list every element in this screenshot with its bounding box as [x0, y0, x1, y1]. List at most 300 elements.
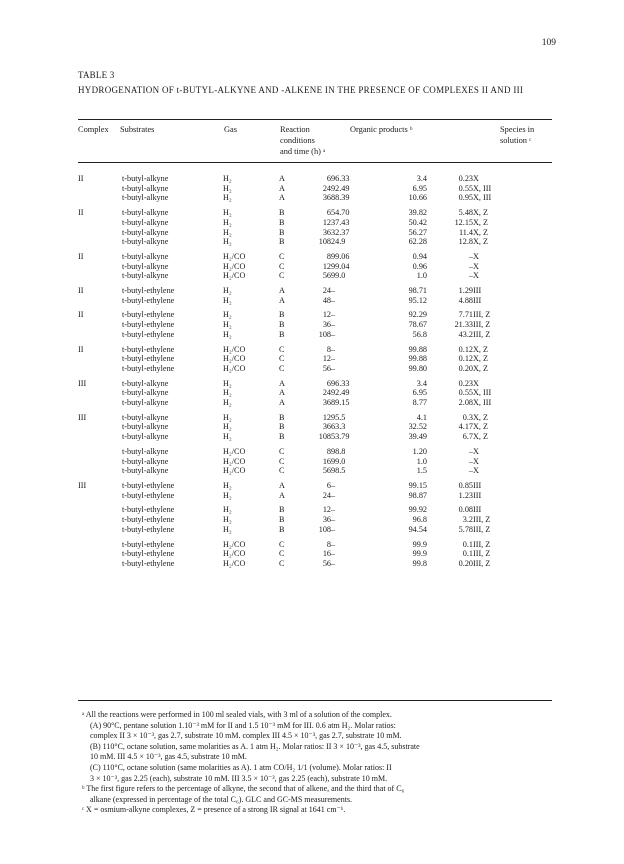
gas-cell: H₂/CO [223, 251, 246, 261]
alkane-pct-cell: 12.15 [454, 217, 473, 227]
time-cell: 108 [318, 237, 331, 247]
gas-cell: H₂ [223, 412, 232, 422]
species-cell: X [473, 456, 479, 466]
table-row [78, 364, 552, 374]
complex-cell: II [78, 310, 84, 320]
alkane-pct-cell: 0.08 [458, 505, 473, 515]
condition-cell: C [279, 446, 285, 456]
time-cell: 36 [322, 193, 331, 203]
alkyne-pct-cell: – [331, 480, 336, 490]
species-cell: X, Z [473, 412, 489, 422]
alkene-pct-cell: 95.12 [408, 295, 427, 305]
time-cell: 12 [322, 505, 331, 515]
alkyne-pct-cell: 37.43 [331, 217, 350, 227]
gas-cell: H₂ [223, 193, 232, 203]
condition-cell: C [279, 466, 285, 476]
table-row [78, 422, 552, 432]
header-complex: Complex [78, 125, 109, 134]
time-cell: 6 [326, 378, 331, 388]
table-caption: TABLE 3 [78, 70, 115, 80]
gas-cell: H₂ [223, 320, 232, 330]
complex-cell: II [78, 344, 84, 354]
species-cell: X, Z [473, 227, 489, 237]
time-cell: 6 [326, 174, 331, 183]
condition-cell: A [279, 388, 285, 398]
alkane-pct-cell: – [468, 466, 473, 476]
alkane-pct-cell: 3.2 [462, 515, 473, 525]
time-cell: 56 [322, 558, 331, 568]
substrate-cell: t-butyl-ethylene [122, 515, 175, 525]
alkene-pct-cell: 56.27 [408, 227, 427, 237]
substrate-cell: t-butyl-alkyne [122, 174, 169, 183]
condition-cell: B [279, 310, 285, 320]
species-cell: III, Z [473, 310, 491, 320]
alkyne-pct-cell: – [331, 286, 336, 296]
alkene-pct-cell: 1.0 [416, 271, 427, 281]
substrate-cell: t-butyl-ethylene [122, 480, 175, 490]
alkyne-pct-cell: 96.33 [331, 378, 350, 388]
header-reaction-1: Reaction [280, 125, 310, 134]
substrate-cell: t-butyl-alkyne [122, 261, 169, 271]
footnote-b-1: ᵇ The first figure refers to the percentage of alkyne, the second that of alkene, and the third that of C₆ [82, 784, 405, 794]
bottom-rule [78, 700, 552, 701]
time-cell: 12 [322, 310, 331, 320]
complex-cell [78, 364, 122, 374]
table-row [78, 432, 552, 442]
table-row [78, 271, 552, 281]
time-cell: 56 [322, 466, 331, 476]
table-row [78, 354, 552, 364]
species-cell: III, Z [473, 549, 491, 559]
alkyne-pct-cell: – [331, 320, 336, 330]
table-row [78, 262, 552, 272]
table-row [78, 286, 552, 296]
footnote-a-condition-a-2: complex II 3 × 10⁻³, gas 2.7, substrate 10 mM. complex III 4.5 × 10⁻³, gas 2.7, substrate 10 mM. [90, 731, 402, 741]
alkane-pct-cell: 11.4 [458, 227, 473, 237]
gas-cell: H₂/CO [223, 539, 246, 549]
alkyne-pct-cell: 92.49 [331, 183, 350, 193]
alkane-pct-cell: 12.8 [458, 237, 473, 247]
gas-cell: H₂ [223, 329, 232, 339]
species-cell: III [473, 505, 482, 515]
condition-cell: B [279, 505, 285, 515]
complex-cell [78, 549, 122, 559]
alkyne-pct-cell: 99.04 [331, 261, 350, 271]
substrate-cell: t-butyl-alkyne [122, 432, 169, 442]
footnote-a-condition-a-1: (A) 90°C, pentane solution 1.10⁻³ mM for II and 1.5 10⁻³ mM for III. 0.6 atm H₂. Molar ratios: [90, 720, 396, 730]
complex-cell [78, 228, 122, 238]
alkane-pct-cell: 0.1 [462, 549, 473, 559]
table-row [78, 525, 552, 535]
time-cell: 36 [322, 227, 331, 237]
alkane-pct-cell: 0.23 [458, 378, 473, 388]
substrate-cell: t-butyl-ethylene [122, 310, 175, 320]
gas-cell: H₂ [223, 505, 232, 515]
gas-cell: H₂ [223, 398, 232, 408]
gas-cell: H₂ [223, 295, 232, 305]
alkene-pct-cell: 99.92 [408, 505, 427, 515]
complex-cell [78, 330, 122, 340]
substrate-cell: t-butyl-ethylene [122, 490, 175, 500]
species-cell: X, III [473, 398, 492, 408]
species-cell: III [473, 286, 482, 296]
alkene-pct-cell: 94.54 [408, 524, 427, 534]
substrate-cell: t-butyl-ethylene [122, 295, 175, 305]
table-row [78, 193, 552, 203]
substrate-cell: t-butyl-ethylene [122, 505, 175, 515]
alkane-pct-cell: 0.95 [458, 193, 473, 203]
complex-cell [78, 505, 122, 515]
table-row [78, 466, 552, 476]
gas-cell: H₂/CO [223, 456, 246, 466]
gas-cell: H₂/CO [223, 363, 246, 373]
complex-cell [78, 320, 122, 330]
table-row [78, 515, 552, 525]
complex-cell [78, 457, 122, 467]
complex-cell [78, 491, 122, 501]
alkyne-pct-cell: 24.9 [331, 237, 346, 247]
gas-cell: H₂ [223, 524, 232, 534]
condition-cell: B [279, 208, 285, 218]
alkene-pct-cell: 99.9 [412, 549, 427, 559]
complex-cell [78, 559, 122, 569]
alkene-pct-cell: 99.88 [408, 344, 427, 354]
species-cell: III, Z [473, 329, 491, 339]
alkene-pct-cell: 96.8 [412, 515, 427, 525]
table-row [78, 447, 552, 457]
time-cell: 16 [322, 456, 331, 466]
time-cell: 12 [322, 354, 331, 364]
condition-cell: C [279, 456, 285, 466]
alkene-pct-cell: 6.95 [412, 183, 427, 193]
table-row [78, 540, 552, 550]
alkene-pct-cell: 10.66 [408, 193, 427, 203]
time-cell: 12 [322, 412, 331, 422]
alkane-pct-cell: 0.55 [458, 183, 473, 193]
substrate-cell: t-butyl-ethylene [122, 549, 175, 559]
alkyne-pct-cell: 54.70 [331, 208, 350, 218]
alkene-pct-cell: 99.9 [412, 539, 427, 549]
complex-cell [78, 354, 122, 364]
alkane-pct-cell: 4.17 [458, 422, 473, 432]
table-row [78, 388, 552, 398]
time-cell: 36 [322, 422, 331, 432]
alkene-pct-cell: 56.8 [412, 329, 427, 339]
complex-cell: II [78, 251, 84, 261]
complex-cell: II [78, 286, 84, 296]
complex-cell: II [78, 208, 84, 218]
alkene-pct-cell: 98.71 [408, 286, 427, 296]
alkene-pct-cell: 99.80 [408, 363, 427, 373]
species-cell: III [473, 295, 482, 305]
condition-cell: C [279, 261, 285, 271]
alkane-pct-cell: 0.23 [458, 174, 473, 183]
substrate-cell: t-butyl-ethylene [122, 524, 175, 534]
species-cell: III, Z [473, 524, 491, 534]
complex-cell [78, 525, 122, 535]
alkyne-pct-cell: 99.0 [331, 456, 346, 466]
substrate-cell: t-butyl-ethylene [122, 354, 175, 364]
alkene-pct-cell: 32.52 [408, 422, 427, 432]
complex-cell [78, 398, 122, 408]
gas-cell: H₂ [223, 378, 232, 388]
alkane-pct-cell: 0.20 [458, 363, 473, 373]
time-cell: 36 [322, 320, 331, 330]
time-cell: 12 [322, 261, 331, 271]
table-row [78, 457, 552, 467]
time-cell: 24 [322, 388, 331, 398]
footnote-a-condition-c-1: (C) 110°C, octane solution (same molarities as A). 1 atm CO/H₂ 1/1 (volume). Molar ratios: II [90, 762, 392, 772]
time-cell: 12 [322, 217, 331, 227]
condition-cell: B [279, 412, 285, 422]
species-cell: X, Z [473, 432, 489, 442]
condition-cell: A [279, 193, 285, 203]
alkyne-pct-cell: – [331, 295, 336, 305]
alkane-pct-cell: 5.48 [458, 208, 473, 218]
alkene-pct-cell: 1.5 [416, 466, 427, 476]
condition-cell: C [279, 558, 285, 568]
alkene-pct-cell: 0.96 [412, 261, 427, 271]
complex-cell [78, 218, 122, 228]
time-cell: 24 [322, 490, 331, 500]
alkyne-pct-cell: 96.33 [331, 174, 350, 183]
substrate-cell: t-butyl-alkyne [122, 183, 169, 193]
condition-cell: B [279, 422, 285, 432]
substrate-cell: t-butyl-alkyne [122, 446, 169, 456]
condition-cell: C [279, 344, 285, 354]
condition-cell: C [279, 363, 285, 373]
species-cell: III [473, 490, 482, 500]
condition-cell: C [279, 271, 285, 281]
substrate-cell: t-butyl-alkyne [122, 398, 169, 408]
footnote-a-condition-b-2: 10 mM. III 4.5 × 10⁻³, gas 4.5, substrate 10 mM. [90, 752, 247, 762]
footnote-a-condition-b-1: (B) 110°C, octane solution, same molarities as A. 1 atm H₂. Molar ratios: II 3 × 10⁻³, gas 4.5, substrate [90, 741, 420, 751]
alkyne-pct-cell: – [331, 505, 336, 515]
time-cell: 16 [322, 549, 331, 559]
alkane-pct-cell: – [468, 271, 473, 281]
substrate-cell: t-butyl-ethylene [122, 363, 175, 373]
condition-cell: A [279, 295, 285, 305]
condition-cell: C [279, 539, 285, 549]
alkyne-pct-cell: – [331, 329, 336, 339]
time-cell: 24 [322, 286, 331, 296]
time-cell: 36 [322, 515, 331, 525]
time-cell: 108 [318, 329, 331, 339]
gas-cell: H₂/CO [223, 354, 246, 364]
gas-cell: H₂ [223, 422, 232, 432]
alkane-pct-cell: 6.7 [462, 432, 473, 442]
condition-cell: A [279, 378, 285, 388]
gas-cell: H₂ [223, 227, 232, 237]
footnote-b-2: alkane (expressed in percentage of the total C₆). GLC and GC-MS measurements. [90, 794, 353, 804]
alkene-pct-cell: 1.0 [416, 456, 427, 466]
alkene-pct-cell: 92.29 [408, 310, 427, 320]
substrate-cell: t-butyl-alkyne [122, 378, 169, 388]
table-row [78, 491, 552, 501]
alkyne-pct-cell: 98.5 [331, 466, 346, 476]
condition-cell: B [279, 237, 285, 247]
alkene-pct-cell: 99.8 [412, 558, 427, 568]
alkane-pct-cell: 21.33 [454, 320, 473, 330]
table-row [78, 252, 552, 262]
table-row [78, 228, 552, 238]
species-cell: X [473, 251, 479, 261]
alkane-pct-cell: 0.1 [462, 539, 473, 549]
table-row [78, 208, 552, 218]
table-row [78, 310, 552, 320]
alkene-pct-cell: 3.4 [416, 378, 427, 388]
alkyne-pct-cell: – [331, 558, 336, 568]
complex-cell [78, 447, 122, 457]
alkyne-pct-cell: 99.0 [331, 271, 346, 281]
substrate-cell: t-butyl-alkyne [122, 217, 169, 227]
alkyne-pct-cell: – [331, 363, 336, 373]
complex-cell [78, 540, 122, 550]
condition-cell: C [279, 251, 285, 261]
condition-cell: B [279, 515, 285, 525]
species-cell: X, Z [473, 217, 489, 227]
table-row [78, 559, 552, 569]
gas-cell: H₂ [223, 183, 232, 193]
substrate-cell: t-butyl-ethylene [122, 320, 175, 330]
condition-cell: B [279, 217, 285, 227]
gas-cell: H₂/CO [223, 549, 246, 559]
alkyne-pct-cell: – [331, 310, 336, 320]
condition-cell: A [279, 286, 285, 296]
alkene-pct-cell: 6.95 [412, 388, 427, 398]
species-cell: X, III [473, 183, 492, 193]
gas-cell: H₂ [223, 237, 232, 247]
alkene-pct-cell: 99.15 [408, 480, 427, 490]
alkane-pct-cell: – [468, 261, 473, 271]
table-row [78, 481, 552, 491]
gas-cell: H₂ [223, 490, 232, 500]
table-row [78, 330, 552, 340]
alkyne-pct-cell: 98.8 [331, 446, 346, 456]
table-row [78, 413, 552, 423]
condition-cell: B [279, 432, 285, 442]
complex-cell [78, 388, 122, 398]
alkane-pct-cell: – [468, 446, 473, 456]
page-number: 109 [541, 38, 556, 48]
substrate-cell: t-butyl-alkyne [122, 422, 169, 432]
gas-cell: H₂ [223, 310, 232, 320]
condition-cell: C [279, 354, 285, 364]
substrate-cell: t-butyl-alkyne [122, 456, 169, 466]
table-row [78, 549, 552, 559]
time-cell: 108 [318, 432, 331, 442]
alkane-pct-cell: 4.88 [458, 295, 473, 305]
species-cell: III, Z [473, 320, 491, 330]
complex-cell [78, 237, 122, 247]
species-cell: X, Z [473, 344, 489, 354]
footnote-a: ᵃ All the reactions were performed in 100 ml sealed vials, with 3 ml of a solution of the complex. [82, 710, 392, 719]
alkene-pct-cell: 50.42 [408, 217, 427, 227]
header-substrates: Substrates [120, 125, 155, 134]
complex-cell [78, 432, 122, 442]
alkene-pct-cell: 8.77 [412, 398, 427, 408]
condition-cell: C [279, 549, 285, 559]
substrate-cell: t-butyl-alkyne [122, 466, 169, 476]
alkane-pct-cell: 0.55 [458, 388, 473, 398]
complex-cell [78, 515, 122, 525]
alkyne-pct-cell: – [331, 344, 336, 354]
species-cell: X, III [473, 388, 492, 398]
alkene-pct-cell: 98.87 [408, 490, 427, 500]
time-cell: 8 [326, 539, 331, 549]
species-cell: III [473, 480, 482, 490]
gas-cell: H₂ [223, 208, 232, 218]
time-cell: 6 [326, 480, 331, 490]
substrate-cell: t-butyl-ethylene [122, 558, 175, 568]
species-cell: X, III [473, 193, 492, 203]
time-cell: 8 [326, 344, 331, 354]
alkyne-pct-cell: – [331, 539, 336, 549]
condition-cell: A [279, 183, 285, 193]
footnote-c: ᶜ X = osmium-alkyne complexes, Z = presence of a strong IR signal at 1641 cm⁻¹. [82, 805, 346, 815]
condition-cell: A [279, 490, 285, 500]
table-row [78, 296, 552, 306]
substrate-cell: t-butyl-alkyne [122, 251, 169, 261]
alkane-pct-cell: 0.85 [458, 480, 473, 490]
header-species-2: solution ᶜ [500, 136, 532, 145]
header-organic-products: Organic products ᵇ [350, 125, 413, 134]
alkyne-pct-cell: 88.39 [331, 193, 350, 203]
table-row [78, 174, 552, 184]
substrate-cell: t-butyl-ethylene [122, 329, 175, 339]
alkene-pct-cell: 1.20 [412, 446, 427, 456]
complex-cell: II [78, 174, 84, 183]
table-row [78, 237, 552, 247]
alkene-pct-cell: 62.28 [408, 237, 427, 247]
species-cell: X, Z [473, 354, 489, 364]
alkane-pct-cell: 43.2 [458, 329, 473, 339]
gas-cell: H₂ [223, 480, 232, 490]
header-species-1: Species in [500, 125, 535, 134]
condition-cell: B [279, 524, 285, 534]
complex-cell [78, 193, 122, 203]
header-gas: Gas [224, 125, 238, 134]
time-cell: 48 [322, 295, 331, 305]
alkyne-pct-cell: 95.5 [331, 412, 346, 422]
complex-cell [78, 422, 122, 432]
alkane-pct-cell: 2.08 [458, 398, 473, 408]
substrate-cell: t-butyl-alkyne [122, 227, 169, 237]
species-cell: X, Z [473, 208, 489, 218]
alkane-pct-cell: 1.29 [458, 286, 473, 296]
species-cell: X, Z [473, 363, 489, 373]
table-row [78, 184, 552, 194]
complex-cell [78, 184, 122, 194]
gas-cell: H₂ [223, 174, 232, 183]
gas-cell: H₂/CO [223, 271, 246, 281]
gas-cell: H₂ [223, 217, 232, 227]
time-cell: 8 [326, 251, 331, 261]
alkane-pct-cell: 0.12 [458, 344, 473, 354]
alkyne-pct-cell: – [331, 524, 336, 534]
gas-cell: H₂/CO [223, 466, 246, 476]
alkyne-pct-cell: 92.49 [331, 388, 350, 398]
substrate-cell: t-butyl-alkyne [122, 193, 169, 203]
complex-cell [78, 262, 122, 272]
alkane-pct-cell: 5.78 [458, 524, 473, 534]
condition-cell: B [279, 320, 285, 330]
alkyne-pct-cell: 32.37 [331, 227, 350, 237]
species-cell: X [473, 261, 479, 271]
species-cell: III, Z [473, 558, 491, 568]
species-cell: III, Z [473, 515, 491, 525]
alkene-pct-cell: 39.49 [408, 432, 427, 442]
